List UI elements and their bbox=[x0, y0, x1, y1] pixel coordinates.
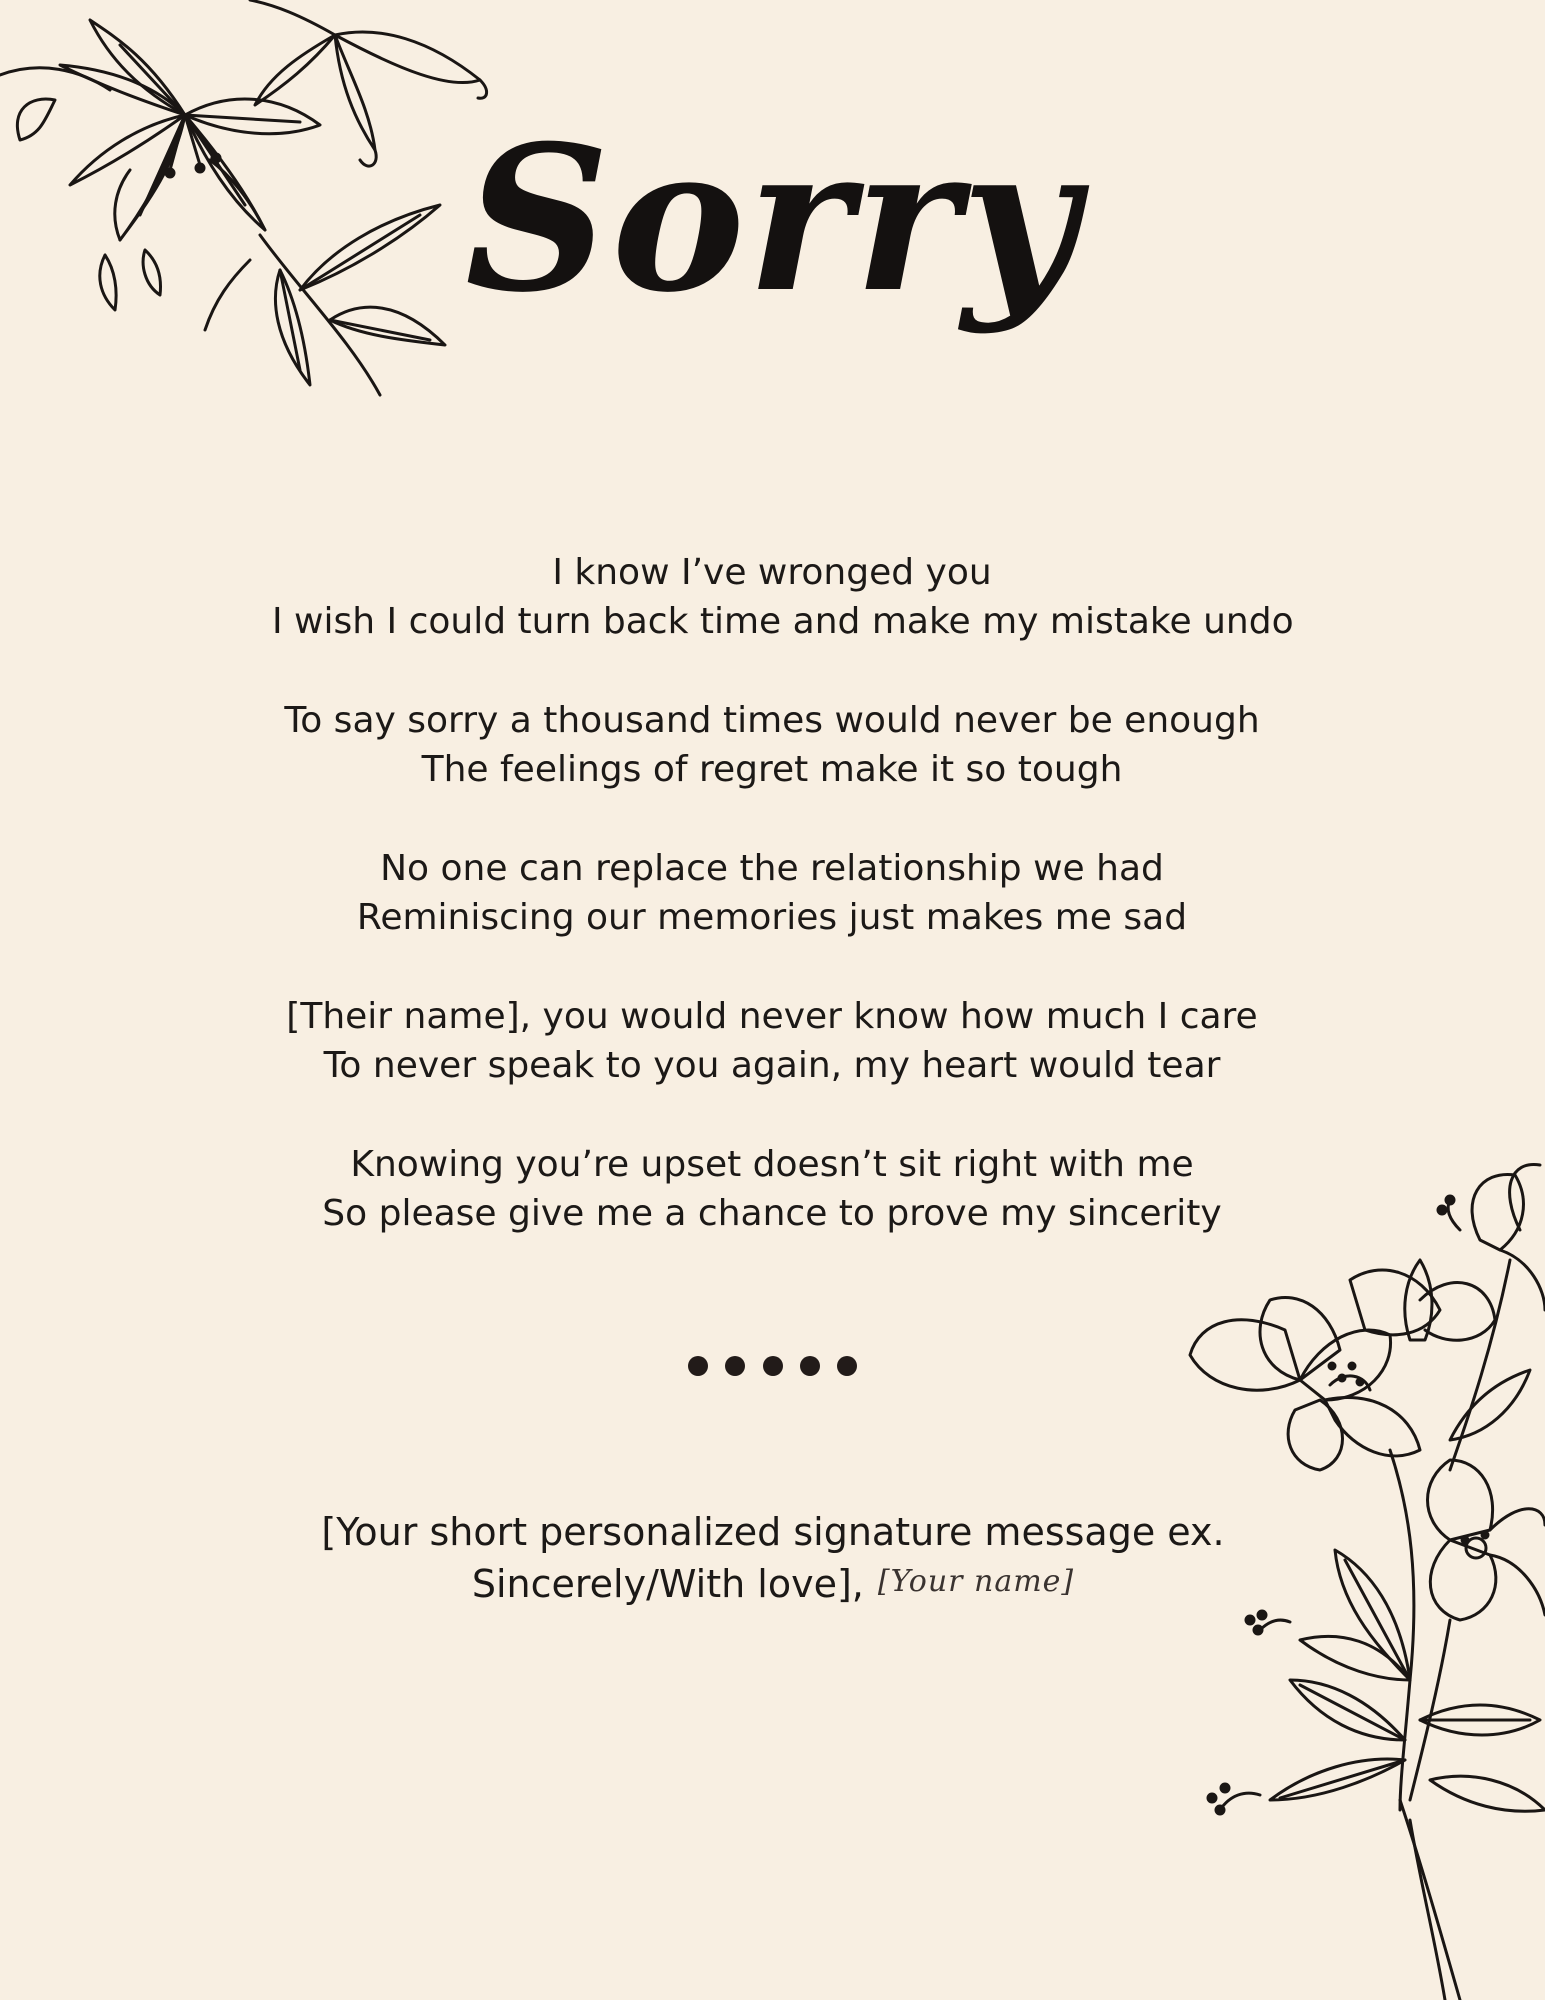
page-title: Sorry bbox=[465, 102, 1080, 337]
divider-dot bbox=[837, 1356, 857, 1376]
poem-line: The feelings of regret make it so tough bbox=[421, 749, 1123, 790]
poppy-flower-illustration bbox=[1120, 1160, 1545, 2000]
poem-line: So please give me a chance to prove my sincerity bbox=[322, 1193, 1222, 1234]
poem-line: I wish I could turn back time and make my mistake undo bbox=[272, 601, 1294, 642]
signature-message: [Your short personalized signature message ex. bbox=[321, 1510, 1225, 1554]
stanza bbox=[272, 844, 1272, 942]
divider-dot bbox=[725, 1356, 745, 1376]
poem-line: To never speak to you again, my heart would tear bbox=[323, 1045, 1221, 1086]
stanza bbox=[272, 548, 1294, 646]
divider-dot bbox=[763, 1356, 783, 1376]
poem-line: To say sorry a thousand times would never be enough bbox=[284, 700, 1260, 741]
stanza bbox=[272, 696, 1272, 794]
signature-closing bbox=[300, 1558, 1246, 1614]
poem-line: Knowing you’re upset doesn’t sit right with me bbox=[350, 1144, 1194, 1185]
signature-block bbox=[300, 1506, 1246, 1614]
signature-name: [Your name] bbox=[877, 1564, 1075, 1599]
poem-line: I know I’ve wronged you bbox=[552, 552, 992, 593]
poem-line: [Their name], you would never know how much I care bbox=[286, 996, 1258, 1037]
signature-closing-text: Sincerely/With love], bbox=[471, 1562, 864, 1606]
divider-dot bbox=[688, 1356, 708, 1376]
stanza bbox=[272, 992, 1272, 1090]
divider-dot bbox=[800, 1356, 820, 1376]
poem-line: No one can replace the relationship we had bbox=[380, 848, 1164, 889]
poem-line: Reminiscing our memories just makes me sad bbox=[356, 897, 1188, 938]
